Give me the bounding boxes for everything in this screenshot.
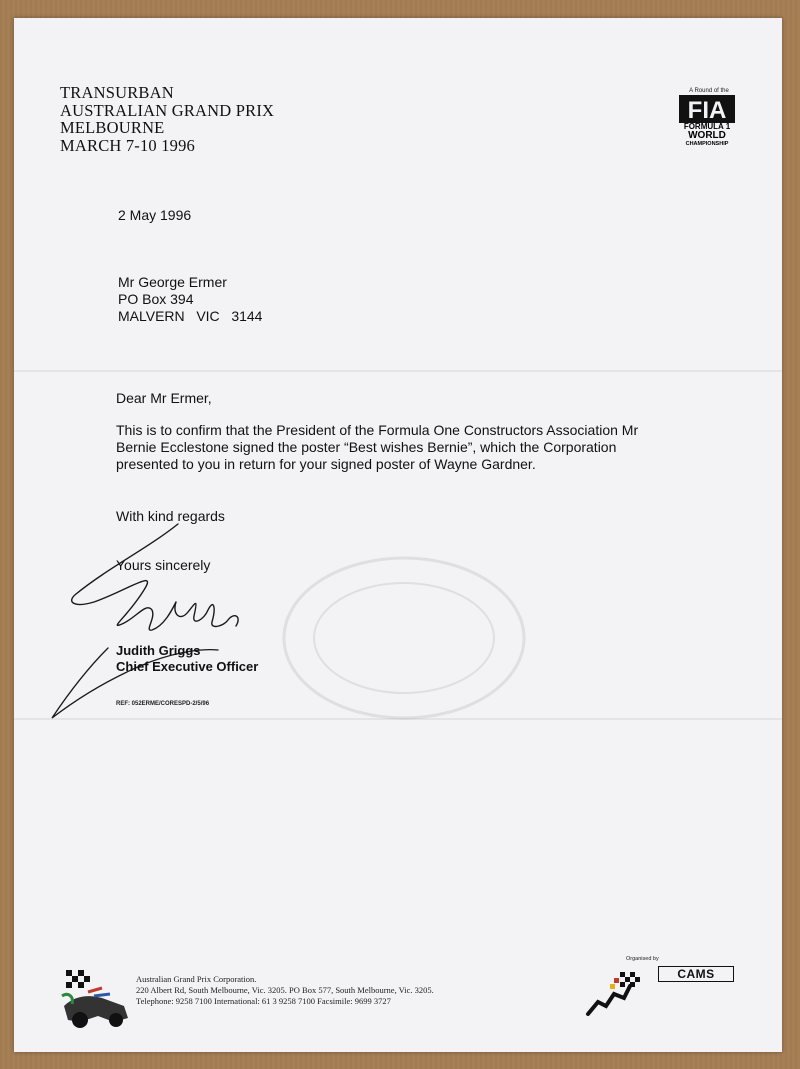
chequered-flag-icon [584, 968, 644, 1018]
sign-off: Yours sincerely [116, 557, 211, 573]
event-heading [60, 84, 274, 154]
fia-logo-line: FORMULA 1 [683, 122, 731, 131]
recipient-address [118, 274, 262, 325]
recipient-locality: MALVERN VIC 3144 [118, 308, 263, 324]
watermark-emblem [274, 538, 534, 738]
event-heading-line: MELBOURNE [60, 118, 165, 137]
letter-date: 2 May 1996 [118, 207, 192, 223]
fia-mark-text: FIA [687, 97, 727, 123]
handwritten-signature [48, 498, 268, 728]
letter-body [116, 422, 716, 473]
footer-address-block [136, 974, 434, 1007]
cams-logo: CAMS [658, 966, 734, 982]
fia-logo-line: CHAMPIONSHIP [685, 141, 729, 147]
recipient-po-box: PO Box 394 [118, 291, 194, 307]
grand-prix-car-logo [58, 966, 134, 1036]
fia-formula1-logo [676, 88, 738, 148]
footer-phones: Telephone: 9258 7100 International: 61 3 9258 7100 Facsimile: 9699 3727 [136, 996, 391, 1006]
event-heading-line: TRANSURBAN [60, 83, 174, 102]
signer-name: Judith Griggs [116, 643, 201, 658]
event-heading-line: AUSTRALIAN GRAND PRIX [60, 100, 275, 120]
event-heading-line: MARCH 7-10 1996 [60, 135, 196, 155]
letter-page [14, 18, 782, 1052]
closing: With kind regards [116, 508, 225, 524]
footer-address: 220 Albert Rd, South Melbourne, Vic. 3205. PO Box 577, South Melbourne, Vic. 3205. [136, 985, 434, 995]
organised-by-label: Organised by [626, 956, 659, 962]
body-line: presented to you in return for your signed poster of Wayne Gardner. [116, 456, 536, 472]
signer-title: Chief Executive Officer [116, 659, 259, 674]
footer-org-name: Australian Grand Prix Corporation. [136, 974, 257, 984]
body-line: Bernie Ecclestone signed the poster “Best wishes Bernie”, which the Corporation [116, 439, 617, 455]
fia-logo-line: WORLD [688, 130, 726, 141]
fold-line [14, 370, 782, 372]
salutation: Dear Mr Ermer, [116, 390, 212, 406]
reference-code: REF: 052ERME/CORESPD-2/5/96 [116, 701, 210, 707]
body-line: This is to confirm that the President of the Formula One Constructors Association Mr [116, 422, 639, 438]
fia-round-text: A Round of the [689, 88, 729, 94]
recipient-name: Mr George Ermer [118, 274, 227, 290]
fia-mark-icon [679, 95, 735, 123]
